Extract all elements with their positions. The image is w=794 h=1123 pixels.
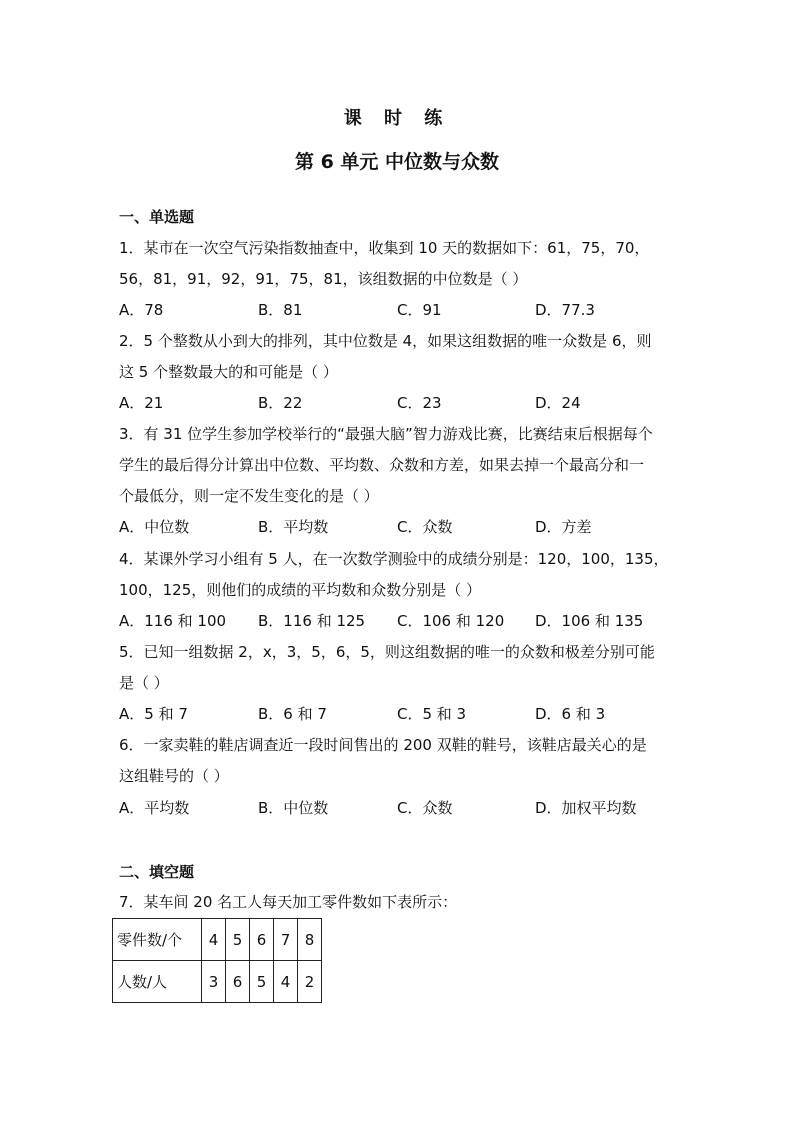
question-4-text-line-1: 4．某课外学习小组有 5 人，在一次数学测验中的成绩分别是：120，100，135， bbox=[119, 550, 669, 568]
table-row-header: 零件数/个 bbox=[113, 919, 202, 961]
question-2-option-d[interactable]: D．24 bbox=[535, 394, 581, 412]
section-heading-single-choice: 一、单选题 bbox=[119, 208, 195, 226]
question-2-text-line-1: 2．5 个整数从小到大的排列，其中位数是 4，如果这组数据的唯一众数是 6，则 bbox=[119, 332, 652, 350]
question-1-text-line-1: 1．某市在一次空气污染指数抽查中，收集到 10 天的数据如下：61，75，70， bbox=[119, 239, 650, 257]
question-1-option-c[interactable]: C．91 bbox=[397, 301, 442, 319]
section-heading-fill-in: 二、填空题 bbox=[119, 863, 195, 881]
table-cell: 7 bbox=[274, 919, 298, 961]
table-cell: 8 bbox=[298, 919, 322, 961]
question-2-option-c[interactable]: C．23 bbox=[397, 394, 442, 412]
question-6-options bbox=[119, 798, 689, 818]
question-1-options bbox=[119, 300, 689, 320]
question-7-text-line-1: 7．某车间 20 名工人每天加工零件数如下表所示： bbox=[119, 893, 458, 911]
question-5-option-d[interactable]: D．6 和 3 bbox=[535, 705, 606, 723]
table-cell: 4 bbox=[202, 919, 226, 961]
table-cell: 5 bbox=[226, 919, 250, 961]
table-row bbox=[113, 919, 322, 961]
question-4-options bbox=[119, 611, 689, 631]
question-1-option-a[interactable]: A．78 bbox=[119, 301, 164, 319]
page-subtitle: 第 6 单元 中位数与众数 bbox=[294, 151, 500, 173]
question-3-text-line-1: 3．有 31 位学生参加学校举行的“最强大脑”智力游戏比赛，比赛结束后根据每个 bbox=[119, 425, 653, 443]
question-6-option-b[interactable]: B．中位数 bbox=[258, 799, 329, 817]
parts-count-table bbox=[112, 918, 322, 1003]
question-6-option-a[interactable]: A．平均数 bbox=[119, 799, 190, 817]
question-5-text-line-1: 5．已知一组数据 2，x，3，5，6，5，则这组数据的唯一的众数和极差分别可能 bbox=[119, 643, 655, 661]
question-4-option-c[interactable]: C．106 和 120 bbox=[397, 612, 505, 630]
table-row-header: 人数/人 bbox=[113, 961, 202, 1003]
table-cell: 6 bbox=[226, 961, 250, 1003]
question-3-option-a[interactable]: A．中位数 bbox=[119, 518, 190, 536]
question-6-option-c[interactable]: C．众数 bbox=[397, 799, 453, 817]
question-4-option-a[interactable]: A．116 和 100 bbox=[119, 612, 227, 630]
table-row bbox=[113, 961, 322, 1003]
question-1-text-line-2: 56，81，91，92，91，75，81，该组数据的中位数是（ ） bbox=[119, 270, 528, 288]
table-cell: 4 bbox=[274, 961, 298, 1003]
question-3-text-line-2: 学生的最后得分计算出中位数、平均数、众数和方差，如果去掉一个最高分和一 bbox=[119, 456, 645, 474]
question-5-options bbox=[119, 704, 689, 724]
question-4-option-b[interactable]: B．116 和 125 bbox=[258, 612, 366, 630]
question-3-option-b[interactable]: B．平均数 bbox=[258, 518, 329, 536]
table-cell: 2 bbox=[298, 961, 322, 1003]
question-2-options bbox=[119, 393, 689, 413]
table-cell: 3 bbox=[202, 961, 226, 1003]
question-5-option-c[interactable]: C．5 和 3 bbox=[397, 705, 467, 723]
question-2-option-b[interactable]: B．22 bbox=[258, 394, 303, 412]
question-2-option-a[interactable]: A．21 bbox=[119, 394, 164, 412]
page-title: 课 时 练 bbox=[343, 108, 451, 129]
table-cell: 5 bbox=[250, 961, 274, 1003]
question-4-text-line-2: 100，125，则他们的成绩的平均数和众数分别是（ ） bbox=[119, 581, 482, 599]
question-4-option-d[interactable]: D．106 和 135 bbox=[535, 612, 644, 630]
question-3-options bbox=[119, 517, 689, 537]
question-3-option-c[interactable]: C．众数 bbox=[397, 518, 453, 536]
question-3-option-d[interactable]: D．方差 bbox=[535, 518, 592, 536]
question-6-text-line-2: 这组鞋号的（ ） bbox=[119, 767, 229, 785]
question-5-text-line-2: 是（ ） bbox=[119, 674, 169, 692]
question-3-text-line-3: 个最低分，则一定不发生变化的是（ ） bbox=[119, 487, 379, 505]
question-2-text-line-2: 这 5 个整数最大的和可能是（ ） bbox=[119, 363, 338, 381]
question-5-option-b[interactable]: B．6 和 7 bbox=[258, 705, 327, 723]
question-1-option-d[interactable]: D．77.3 bbox=[535, 301, 595, 319]
table-cell: 6 bbox=[250, 919, 274, 961]
question-1-option-b[interactable]: B．81 bbox=[258, 301, 303, 319]
question-6-option-d[interactable]: D．加权平均数 bbox=[535, 799, 637, 817]
question-6-text-line-1: 6．一家卖鞋的鞋店调查近一段时间售出的 200 双鞋的鞋号，该鞋店最关心的是 bbox=[119, 736, 647, 754]
question-5-option-a[interactable]: A．5 和 7 bbox=[119, 705, 188, 723]
